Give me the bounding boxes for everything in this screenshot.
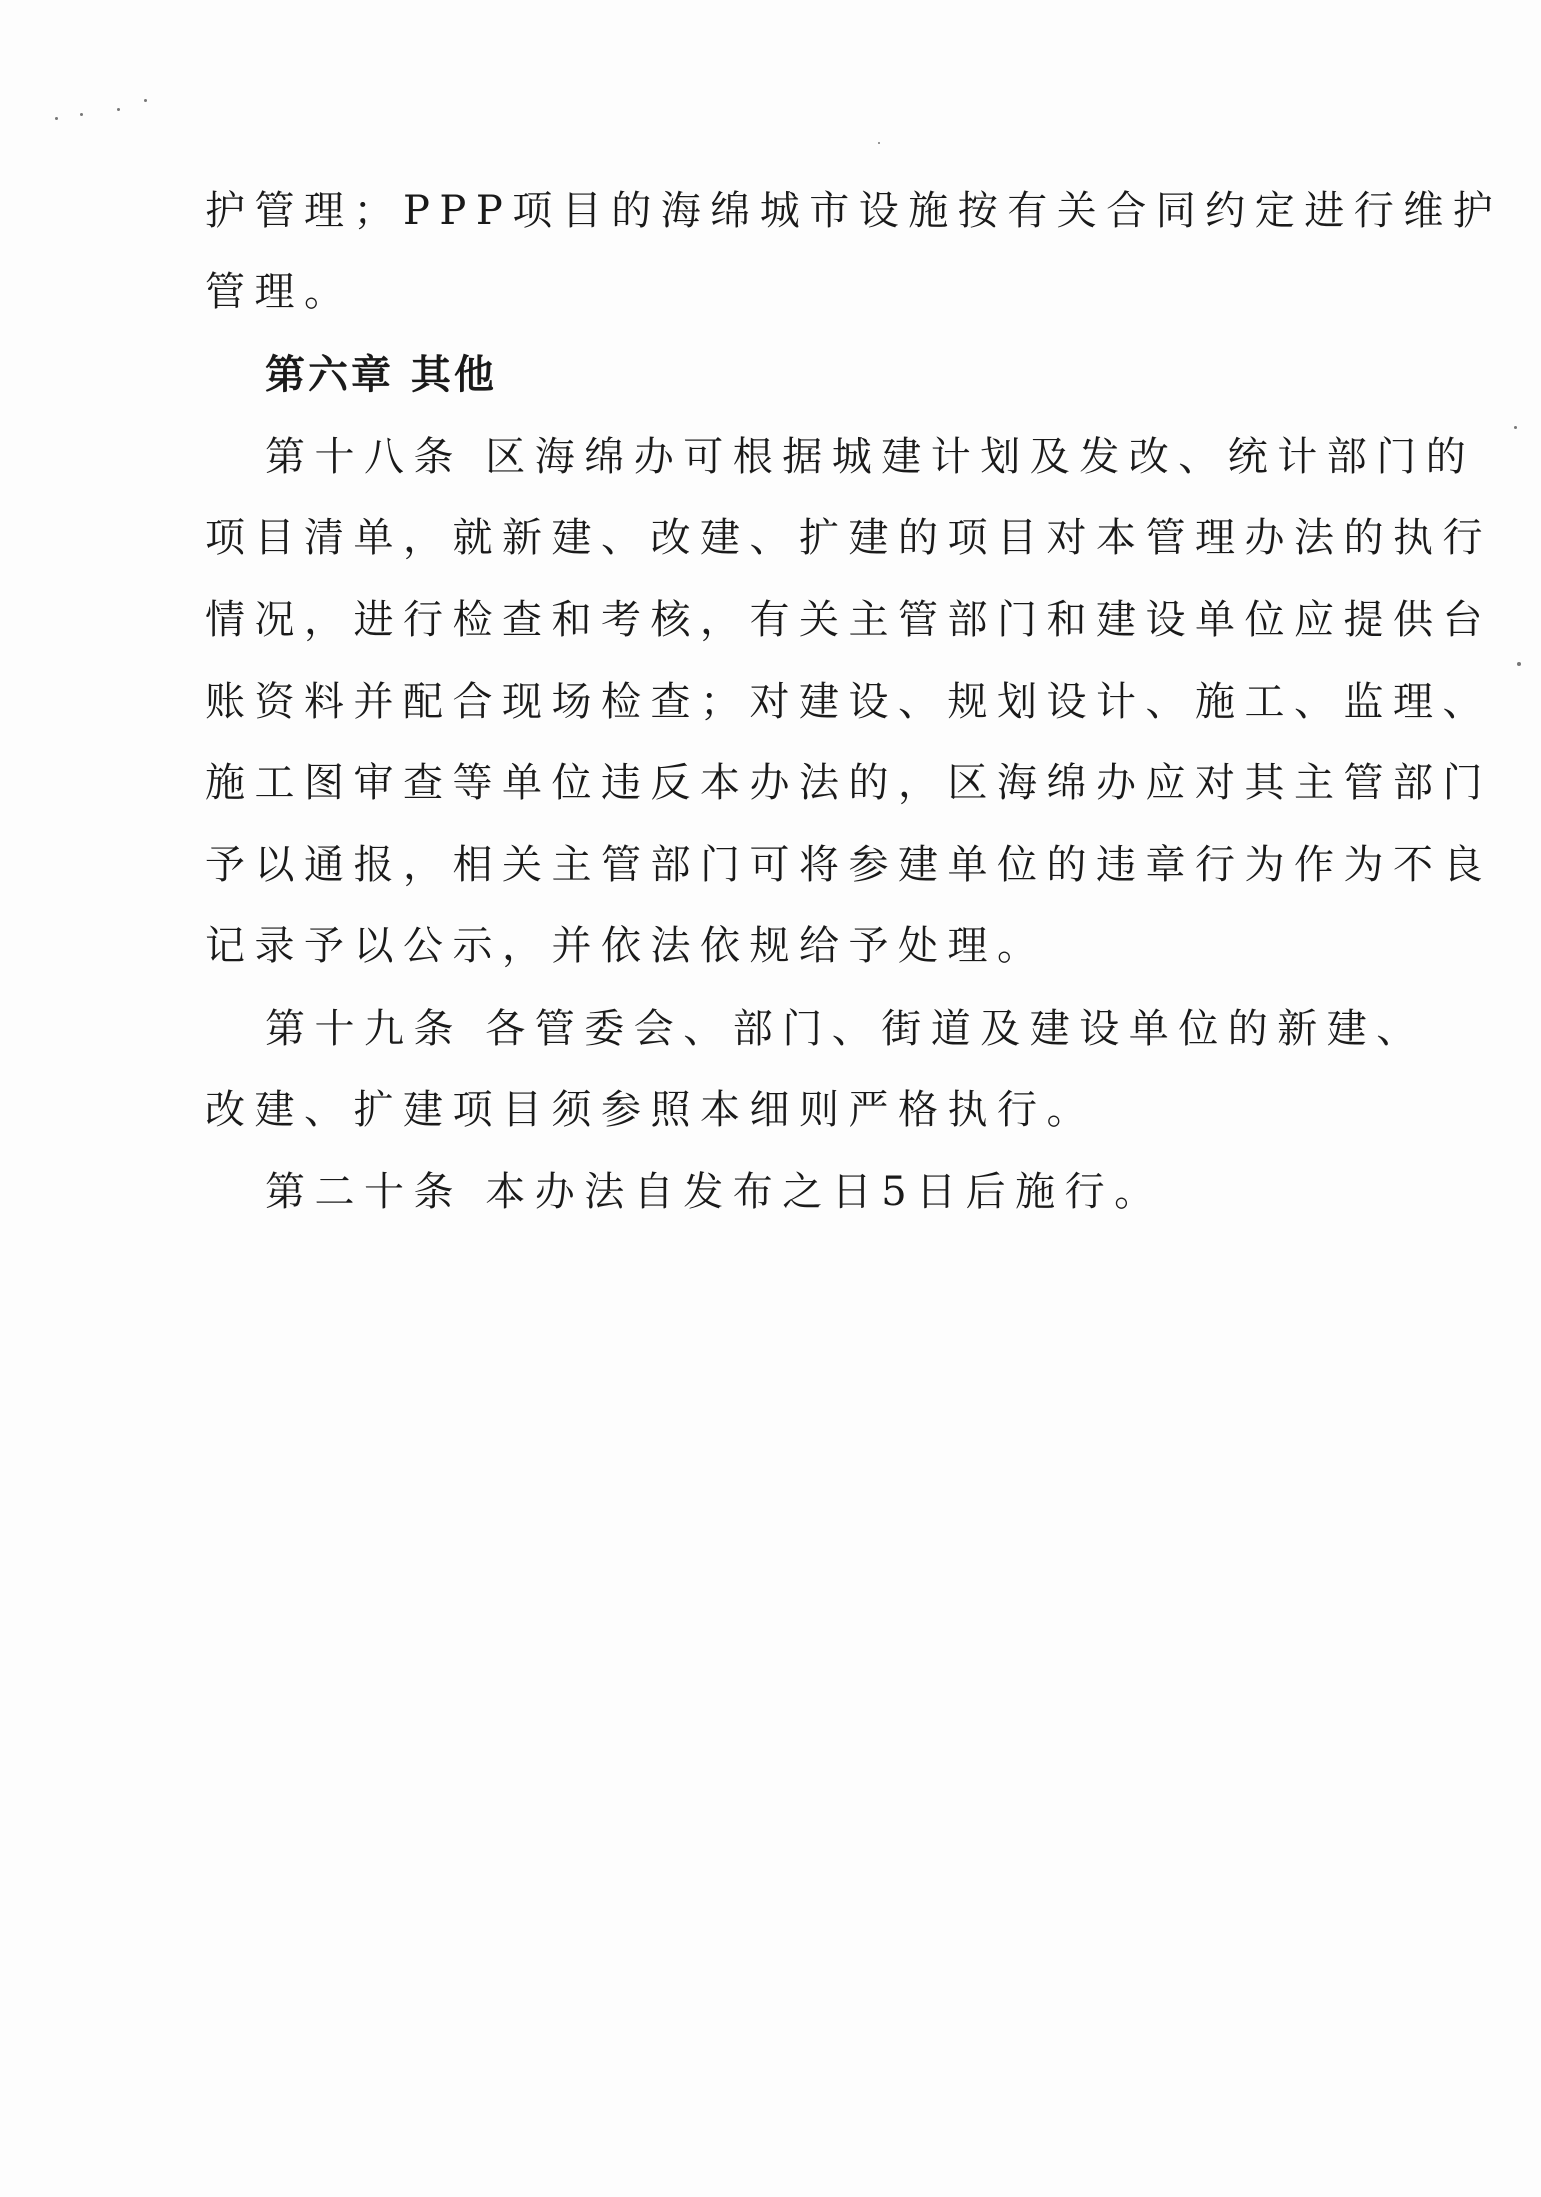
text-line: 项目清单，就新建、改建、扩建的项目对本管理办法的执行: [205, 515, 1492, 561]
scan-speck: [144, 99, 147, 102]
scan-speck: [117, 108, 120, 111]
scan-speck: [1514, 426, 1517, 429]
text-line: 情况，进行检查和考核，有关主管部门和建设单位应提供台: [205, 597, 1492, 643]
text-line: 账资料并配合现场检查；对建设、规划设计、施工、监理、: [205, 679, 1492, 725]
scan-speck: [80, 113, 83, 116]
text-line: 护管理；PPP项目的海绵城市设施按有关合同约定进行维护: [205, 188, 1503, 234]
article-19-line: 第十九条 各管委会、部门、街道及建设单位的新建、: [265, 1006, 1426, 1052]
text-line: 予以通报，相关主管部门可将参建单位的违章行为作为不良: [205, 842, 1492, 888]
scan-speck: [55, 117, 58, 120]
text-line: 改建、扩建项目须参照本细则严格执行。: [205, 1087, 1096, 1133]
scan-speck: [878, 142, 880, 144]
article-18-line: 第十八条 区海绵办可根据城建计划及发改、统计部门的: [265, 434, 1476, 480]
text-line: 记录予以公示，并依法依规给予处理。: [205, 923, 1047, 969]
text-line: 管理。: [205, 269, 354, 315]
text-line: 施工图审查等单位违反本办法的，区海绵办应对其主管部门: [205, 760, 1492, 806]
scan-speck: [1517, 662, 1521, 666]
chapter-heading: 第六章 其他: [265, 352, 497, 398]
article-20-line: 第二十条 本办法自发布之日5日后施行。: [265, 1169, 1164, 1215]
